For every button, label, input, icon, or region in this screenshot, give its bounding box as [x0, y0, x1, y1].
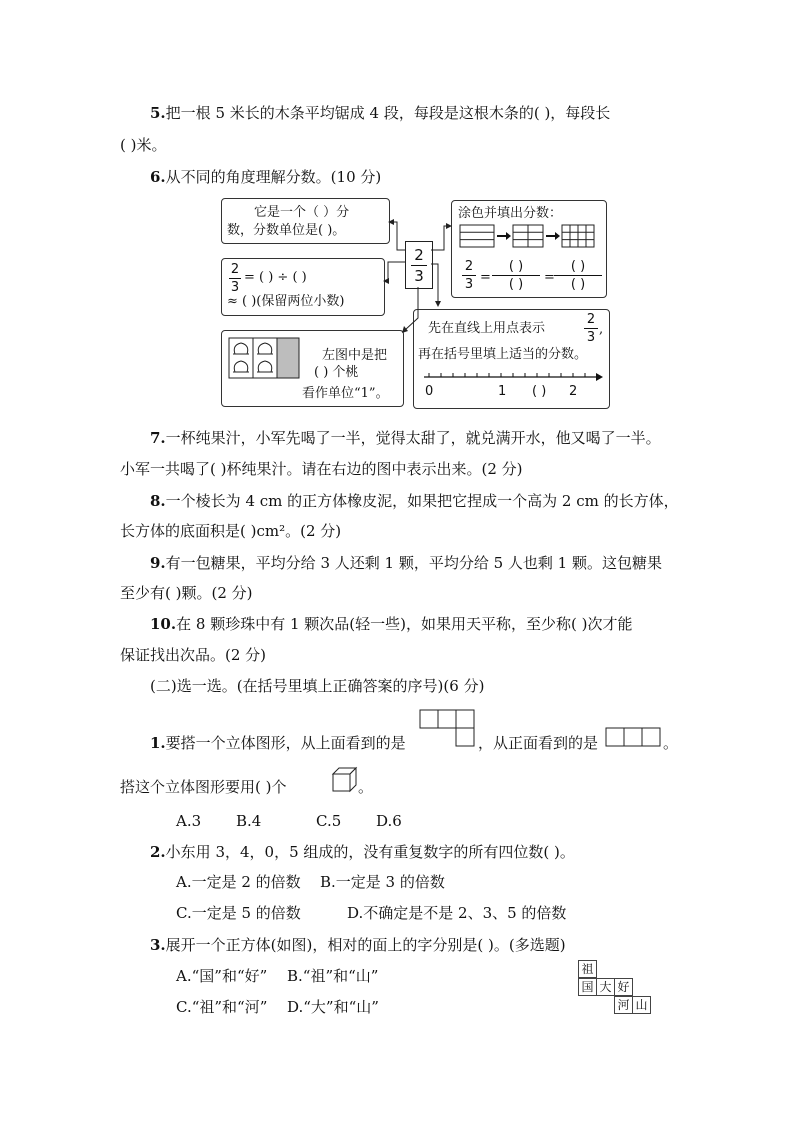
numberline-text1: 先在直线上用点表示	[428, 321, 546, 336]
q7-line2: 小军一共喝了( )杯纯果汁。请在右边的图中表示出来。(2 分)	[120, 460, 523, 478]
q6-number: 6.	[150, 168, 166, 186]
c3-number: 3.	[150, 936, 166, 954]
fraction-denominator: 3	[464, 277, 474, 292]
q5-number: 5.	[150, 104, 166, 122]
net-cell: 大	[596, 978, 615, 996]
net-cell: 山	[632, 996, 651, 1014]
fraction-numerator: 2	[464, 259, 474, 274]
q9-line2: 至少有( )颗。(2 分)	[120, 584, 253, 602]
c1-question: 要搭一个立体图形，从上面看到的是	[165, 734, 406, 752]
equals-sign: =	[544, 270, 555, 285]
peach-box-line1: 左图中是把	[322, 348, 388, 363]
q9-number: 9.	[150, 554, 166, 572]
cube-icon	[332, 767, 358, 793]
q7-line1	[150, 428, 661, 448]
c1-option-c: C.5	[316, 812, 342, 830]
c3-question: 展开一个正方体(如图)，相对的面上的字分别是( )。(多选题)	[165, 936, 566, 954]
c2-line	[150, 842, 575, 862]
q8-text: 一个棱长为 4 cm 的正方体橡皮泥，如果把它捏成一个高为 2 cm 的长方体，	[165, 492, 679, 510]
q7-text: 一杯纯果汁，小军先喝了一半，觉得太甜了，就兑满开水，他又喝了一半。	[165, 429, 661, 447]
numberline-blank: ( )	[532, 384, 547, 399]
c1-text-c: 。	[663, 734, 679, 752]
equals-sign: =	[480, 270, 491, 285]
q9-text: 有一包糖果，平均分给 3 人还剩 1 颗，平均分给 5 人也剩 1 颗。这包糖果	[165, 554, 662, 572]
cube-net-diagram	[578, 960, 658, 1020]
peach-box-line2: ( ) 个桃	[314, 365, 359, 380]
c3-option-b: B.“祖”和“山”	[287, 967, 379, 985]
center-denominator: 3	[414, 267, 424, 285]
c1-option-b: B.4	[236, 812, 262, 830]
fraction-numerator: 2	[586, 312, 596, 327]
net-cell: 国	[578, 978, 597, 996]
c2-option-a: A.一定是 2 的倍数	[176, 873, 301, 891]
numberline-label-1: 1	[498, 384, 507, 399]
division-box-line2: ≈ ( )(保留两位小数)	[227, 294, 345, 309]
section2-title: (二)选一选。(在括号里填上正确答案的序号)(6 分)	[150, 677, 485, 695]
net-cell: 好	[614, 978, 633, 996]
q7-number: 7.	[150, 429, 166, 447]
c3-line	[150, 935, 566, 955]
center-numerator: 2	[414, 246, 424, 264]
net-cell: 河	[614, 996, 633, 1014]
top-view-diagram	[420, 710, 480, 750]
q10-line1	[150, 614, 632, 634]
q10-line2: 保证找出次品。(2 分)	[120, 646, 267, 664]
comma: ,	[599, 322, 604, 337]
blank-numerator: ( )	[570, 259, 586, 274]
c1-text-a	[150, 733, 406, 753]
numberline-label-0: 0	[425, 384, 434, 399]
peach-box-line3: 看作单位“1”。	[302, 386, 389, 401]
c2-question: 小东用 3，4，0，5 组成的，没有重复数字的所有四位数( )。	[165, 843, 575, 861]
blank-denominator: ( )	[508, 277, 524, 292]
c1-line2-end: 。	[358, 778, 374, 796]
q8-line2: 长方体的底面积是( )cm²。(2 分)	[120, 522, 342, 540]
q10-number: 10.	[150, 615, 177, 633]
q5-line2: ( )米。	[120, 136, 167, 154]
c1-option-d: D.6	[376, 812, 402, 830]
q6-title-text: 从不同的角度理解分数。(10 分)	[165, 168, 382, 186]
c1-option-a: A.3	[176, 812, 202, 830]
c2-option-b: B.一定是 3 的倍数	[320, 873, 445, 891]
c1-number: 1.	[150, 734, 166, 752]
blank-numerator: ( )	[508, 259, 524, 274]
division-box-equation: = ( ) ÷ ( )	[244, 270, 307, 285]
c2-option-c: C.一定是 5 的倍数	[176, 904, 301, 922]
c2-option-d: D.不确定是不是 2、3、5 的倍数	[347, 904, 567, 922]
unit-box-line2: 数，分数单位是( )。	[227, 223, 346, 238]
q9-line1	[150, 553, 662, 573]
fraction-numerator: 2	[230, 262, 240, 277]
q10-text: 在 8 颗珍珠中有 1 颗次品(轻一些)，如果用天平称，至少称( )次才能	[176, 615, 633, 633]
net-cell: 祖	[578, 960, 597, 978]
c3-option-d: D.“大”和“山”	[287, 998, 379, 1016]
c3-option-c: C.“祖”和“河”	[176, 998, 268, 1016]
numberline-label-2: 2	[569, 384, 578, 399]
numberline-text2: 再在括号里填上适当的分数。	[418, 347, 588, 362]
fraction-denominator: 3	[230, 280, 240, 295]
c3-option-a: A.“国”和“好”	[176, 967, 268, 985]
front-view-diagram	[606, 728, 666, 748]
blank-denominator: ( )	[570, 277, 586, 292]
c1-line2: 搭这个立体图形要用( )个	[120, 778, 287, 796]
c1-text-b: ，从正面看到的是	[478, 734, 599, 752]
q8-number: 8.	[150, 492, 166, 510]
c2-number: 2.	[150, 843, 166, 861]
q8-line1	[150, 491, 679, 511]
shade-box-title: 涂色并填出分数：	[458, 206, 563, 221]
q5-text: 把一根 5 米长的木条平均锯成 4 段，每段是这根木条的( )，每段长	[165, 104, 611, 122]
unit-box-line1: 它是一个（ ）分	[254, 205, 350, 220]
fraction-denominator: 3	[586, 330, 596, 345]
